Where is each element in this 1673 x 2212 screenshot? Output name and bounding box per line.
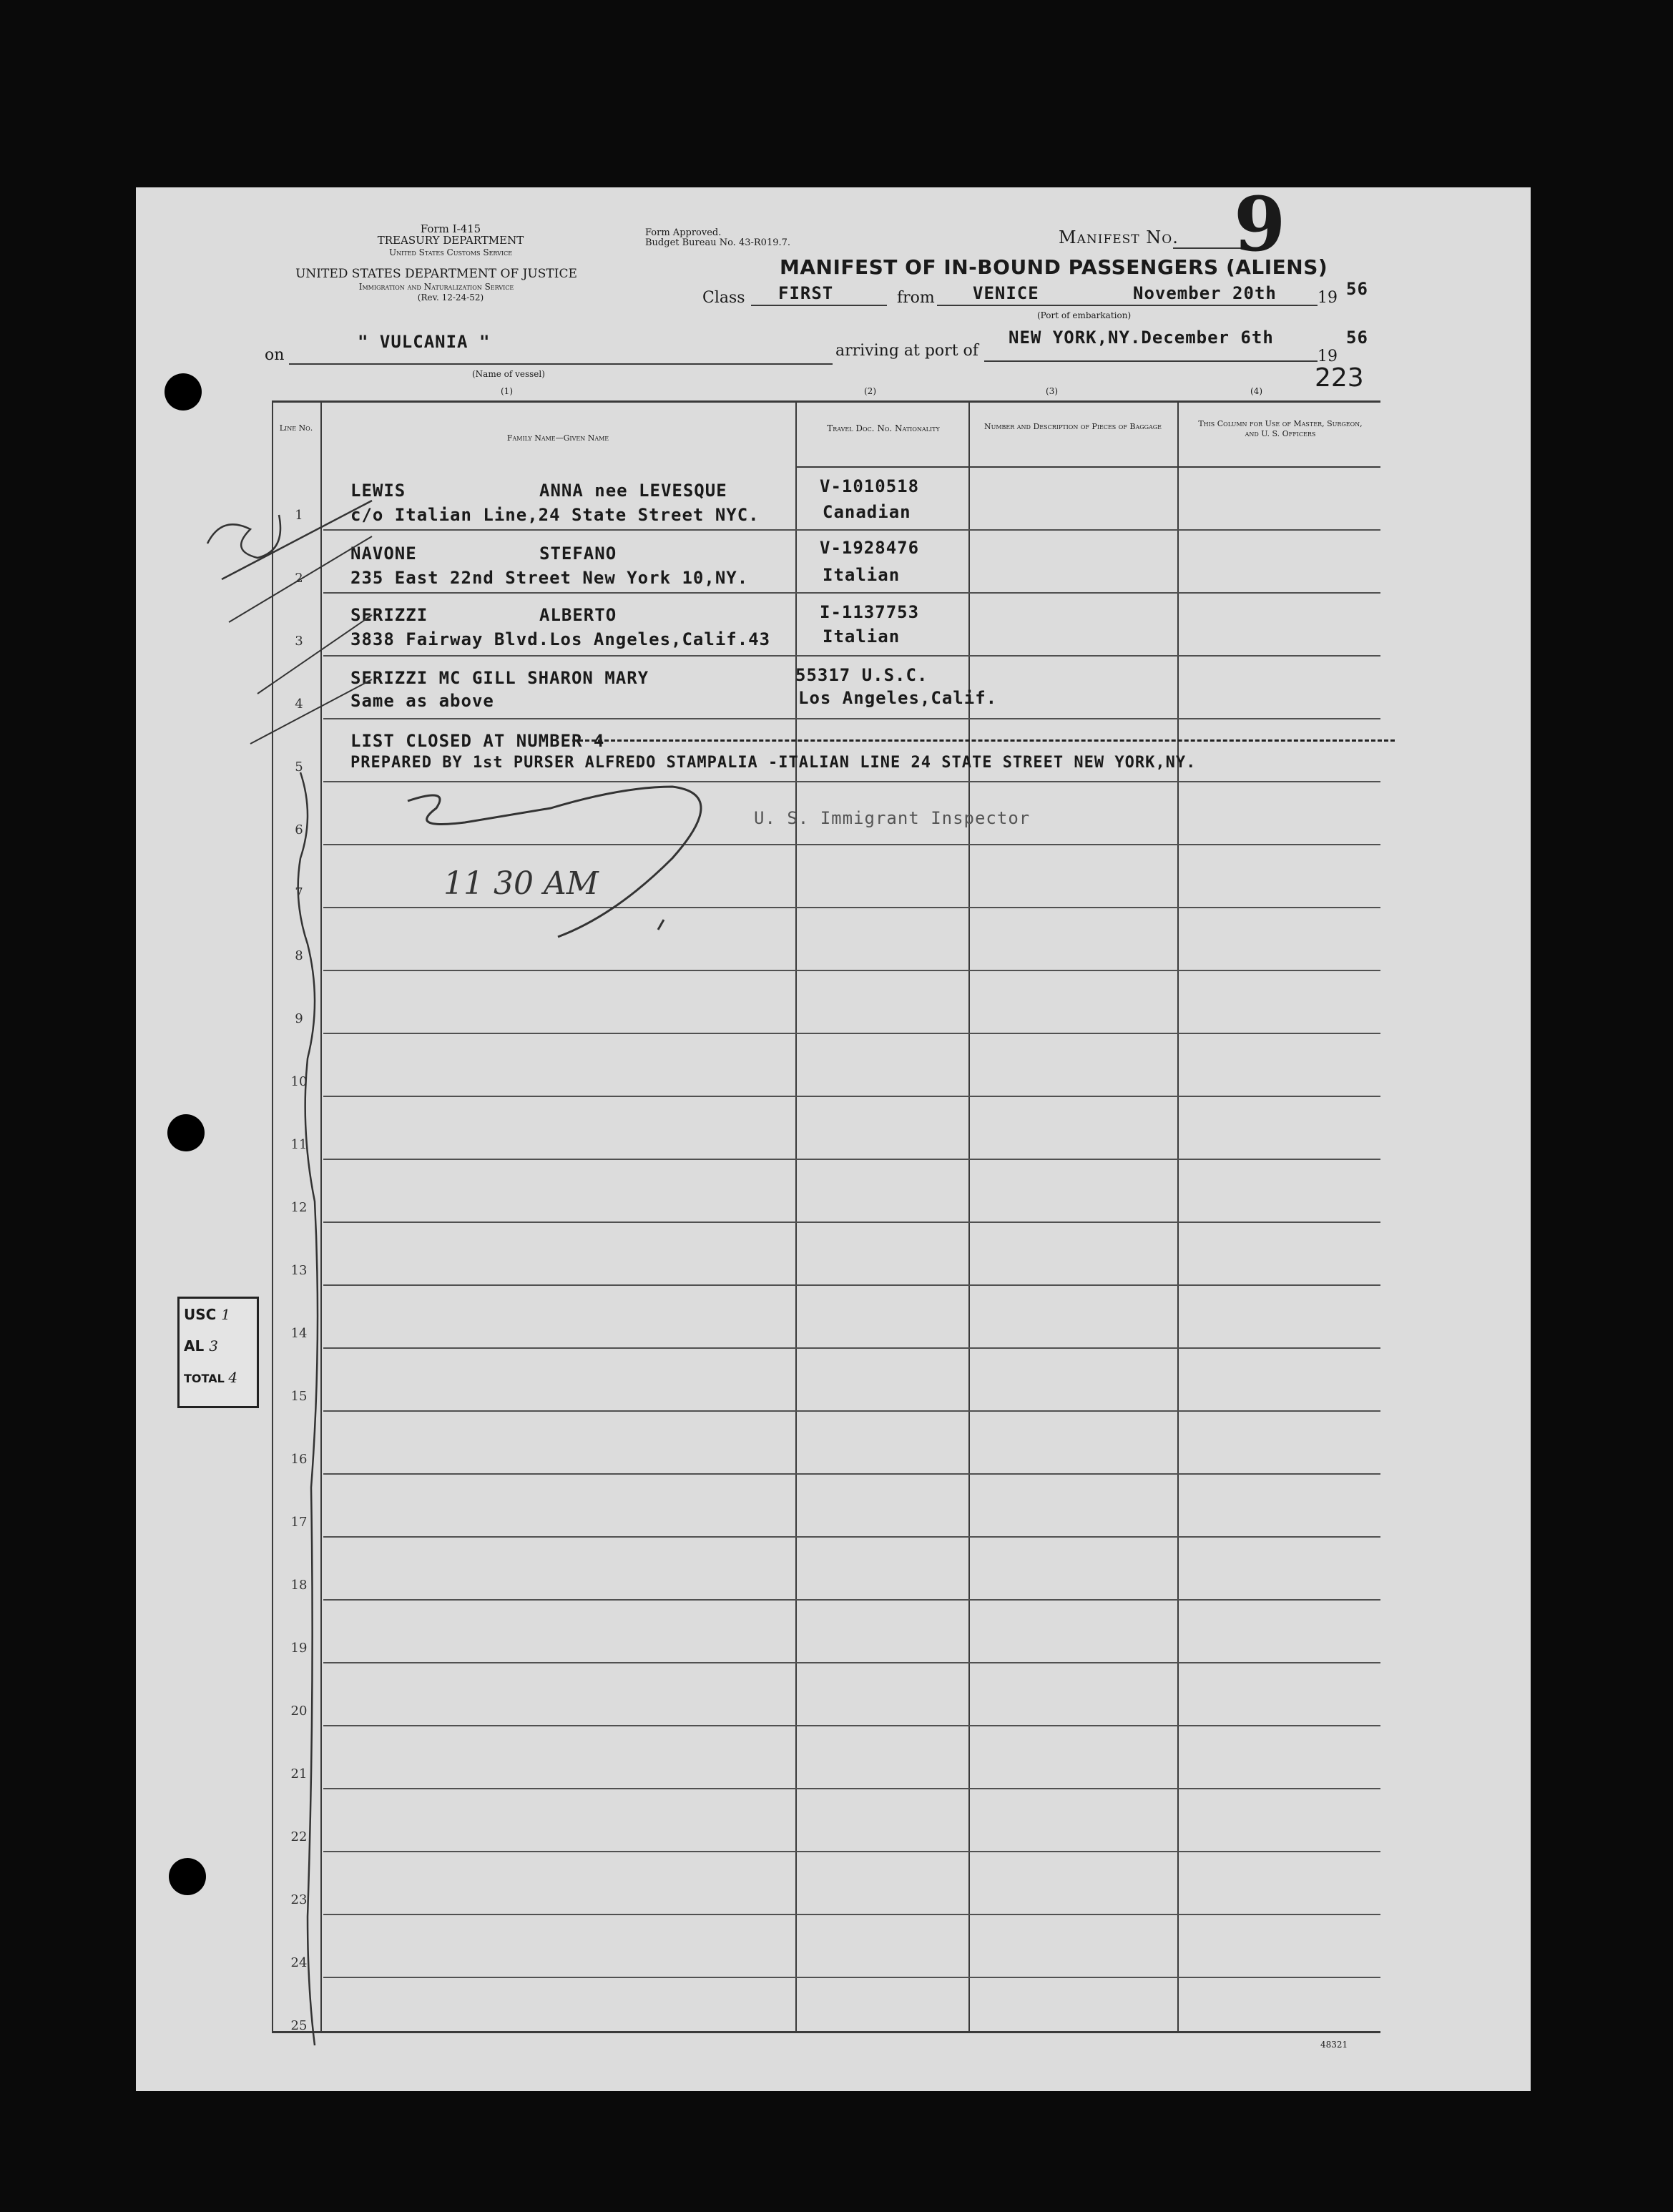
row-number: 15: [290, 1389, 308, 1404]
row-line: [323, 718, 1380, 719]
row-number: 24: [290, 1955, 308, 1970]
row-number: 11: [290, 1137, 308, 1152]
row-number: 12: [290, 1200, 308, 1215]
treasury-dept: TREASURY DEPARTMENT: [377, 234, 524, 247]
p4-family: SERIZZI MC GILL SHARON MARY: [350, 668, 649, 688]
manifest-label: Manifest No.: [1059, 227, 1179, 247]
year-prefix-1: 19: [1318, 289, 1338, 307]
row-number: 22: [290, 1829, 308, 1844]
col-3-number: (3): [1046, 386, 1058, 396]
p2-address: 235 East 22nd Street New York 10,NY.: [350, 568, 749, 588]
table-bottom-border: [272, 2031, 1380, 2033]
vessel-underline: [289, 363, 833, 365]
handwritten-time: 11 30 AM: [443, 865, 599, 902]
col-4-number: (4): [1250, 386, 1262, 396]
row-line: [323, 1284, 1380, 1286]
punch-hole: [169, 1858, 206, 1895]
row-line: [323, 1788, 1380, 1789]
on-label: on: [265, 346, 285, 364]
from-label: from: [897, 289, 935, 307]
row-number: 7: [295, 885, 303, 900]
table-top-border: [272, 400, 1380, 403]
row-line: [323, 1221, 1380, 1223]
row-number: 10: [290, 1074, 308, 1089]
p2-given: STEFANO: [539, 544, 617, 564]
p4-address: Same as above: [350, 691, 494, 711]
row-number: 16: [290, 1452, 308, 1467]
handwritten-line-bracket: [286, 758, 329, 2045]
row-number: 14: [290, 1326, 308, 1341]
row-number: 9: [295, 1011, 303, 1026]
footer-code: 48321: [1320, 2040, 1348, 2050]
col-1-number: (1): [501, 386, 513, 396]
arriving-label: arriving at port of: [835, 342, 978, 360]
page-number: 223: [1315, 363, 1364, 393]
row-number: 23: [290, 1892, 308, 1907]
justice-dept: UNITED STATES DEPARTMENT OF JUSTICE: [295, 267, 577, 281]
p1-given: ANNA nee LEVESQUE: [539, 481, 727, 501]
prepared-by-note: PREPARED BY 1st PURSER ALFREDO STAMPALIA -ITALIAN LINE 24 STATE STREET NEW YORK,NY.: [350, 754, 1197, 772]
row-line: [323, 1977, 1380, 1978]
class-underline: [751, 305, 887, 306]
p3-family: SERIZZI: [350, 605, 428, 625]
port-embark-caption: (Port of embarkation): [1037, 310, 1132, 320]
col-head-travel-doc: Travel Doc. No. Nationality: [827, 423, 940, 433]
tally-usc: USC 1: [184, 1306, 231, 1323]
col-head-baggage: Number and Description of Pieces of Baggage: [983, 422, 1162, 431]
row-line: [323, 907, 1380, 908]
p2-doc: V-1928476: [820, 538, 920, 558]
row-line: [323, 1033, 1380, 1034]
arrival-port-date: NEW YORK,NY.December 6th: [1009, 328, 1274, 348]
row-number: 1: [295, 508, 303, 523]
tally-stamp: [177, 1297, 259, 1408]
row-line: [323, 781, 1380, 782]
year-prefix-2: 19: [1318, 348, 1338, 365]
ins-service: Immigration and Naturalization Service: [358, 282, 514, 292]
list-closed-note: LIST CLOSED AT NUMBER 4: [350, 731, 605, 751]
row-line: [323, 1159, 1380, 1160]
row-line: [323, 1725, 1380, 1726]
budget-bureau: Budget Bureau No. 43-R019.7.: [645, 237, 791, 248]
row-number: 13: [290, 1263, 308, 1278]
manifest-number: 9: [1234, 180, 1286, 268]
row-number: 18: [290, 1578, 308, 1593]
p4-doc: 55317 U.S.C.: [795, 665, 928, 685]
row-line: [323, 844, 1380, 845]
row-number: 6: [295, 822, 303, 837]
row-number: 19: [290, 1641, 308, 1656]
year-1: 56: [1346, 279, 1368, 299]
tally-total: TOTAL 4: [184, 1369, 238, 1386]
row-number: 21: [290, 1766, 308, 1781]
p3-given: ALBERTO: [539, 605, 617, 625]
row-line: [323, 1914, 1380, 1915]
embark-date: November 20th: [1133, 283, 1277, 303]
p3-address: 3838 Fairway Blvd.Los Angeles,Calif.43: [350, 629, 771, 649]
punch-hole: [165, 373, 202, 411]
col-head-officers: This Column for Use of Master, Surgeon, and U. S. Officers: [1198, 419, 1363, 438]
revision-date: (Rev. 12-24-52): [417, 293, 484, 303]
p4-nationality: Los Angeles,Calif.: [798, 688, 998, 708]
vessel-caption: (Name of vessel): [472, 369, 545, 379]
tally-al: AL 3: [184, 1337, 218, 1355]
arrival-underline: [984, 360, 1318, 362]
customs-service: United States Customs Service: [388, 247, 513, 257]
handwritten-signature: [193, 458, 908, 672]
p2-nationality: Italian: [823, 565, 901, 585]
col-head-line-no: Line No.: [279, 423, 313, 433]
row-number: 8: [295, 948, 303, 963]
row-line: [323, 1851, 1380, 1852]
row-line: [323, 1410, 1380, 1412]
row-number: 20: [290, 1704, 308, 1719]
row-number: 17: [290, 1515, 308, 1530]
from-underline: [937, 305, 1318, 306]
inspector-stamp: U. S. Immigrant Inspector: [754, 808, 1031, 828]
p1-address: c/o Italian Line,24 State Street NYC.: [350, 505, 760, 525]
vessel-name: " VULCANIA ": [358, 332, 491, 352]
col-2-number: (2): [864, 386, 876, 396]
form-approved: Form Approved.: [645, 227, 722, 238]
col-head-name: Family Name—Given Name: [506, 433, 609, 443]
year-2: 56: [1346, 328, 1368, 348]
p3-doc: I-1137753: [820, 602, 920, 622]
p1-family: LEWIS: [350, 481, 406, 501]
row-line: [323, 1536, 1380, 1538]
row-line: [323, 1347, 1380, 1349]
dashed-line: [572, 739, 1395, 742]
row-number: 4: [295, 697, 303, 712]
row-line: [323, 1473, 1380, 1475]
p1-nationality: Canadian: [823, 502, 911, 522]
p1-doc: V-1010518: [820, 476, 920, 496]
row-line: [323, 1599, 1380, 1601]
row-number: 3: [295, 634, 303, 649]
p2-family: NAVONE: [350, 544, 417, 564]
form-number: Form I-415: [420, 222, 481, 235]
row-line: [323, 970, 1380, 971]
row-number: 25: [290, 2018, 308, 2033]
class-value: FIRST: [778, 283, 834, 303]
row-number: 2: [295, 571, 303, 586]
row-number: 5: [295, 760, 303, 775]
class-label: Class: [702, 289, 745, 307]
row-line: [323, 1096, 1380, 1097]
manifest-title: MANIFEST OF IN-BOUND PASSENGERS (ALIENS): [780, 255, 1328, 279]
from-value: VENICE: [973, 283, 1039, 303]
row-line: [323, 1662, 1380, 1663]
punch-hole: [167, 1114, 205, 1151]
p3-nationality: Italian: [823, 626, 901, 647]
